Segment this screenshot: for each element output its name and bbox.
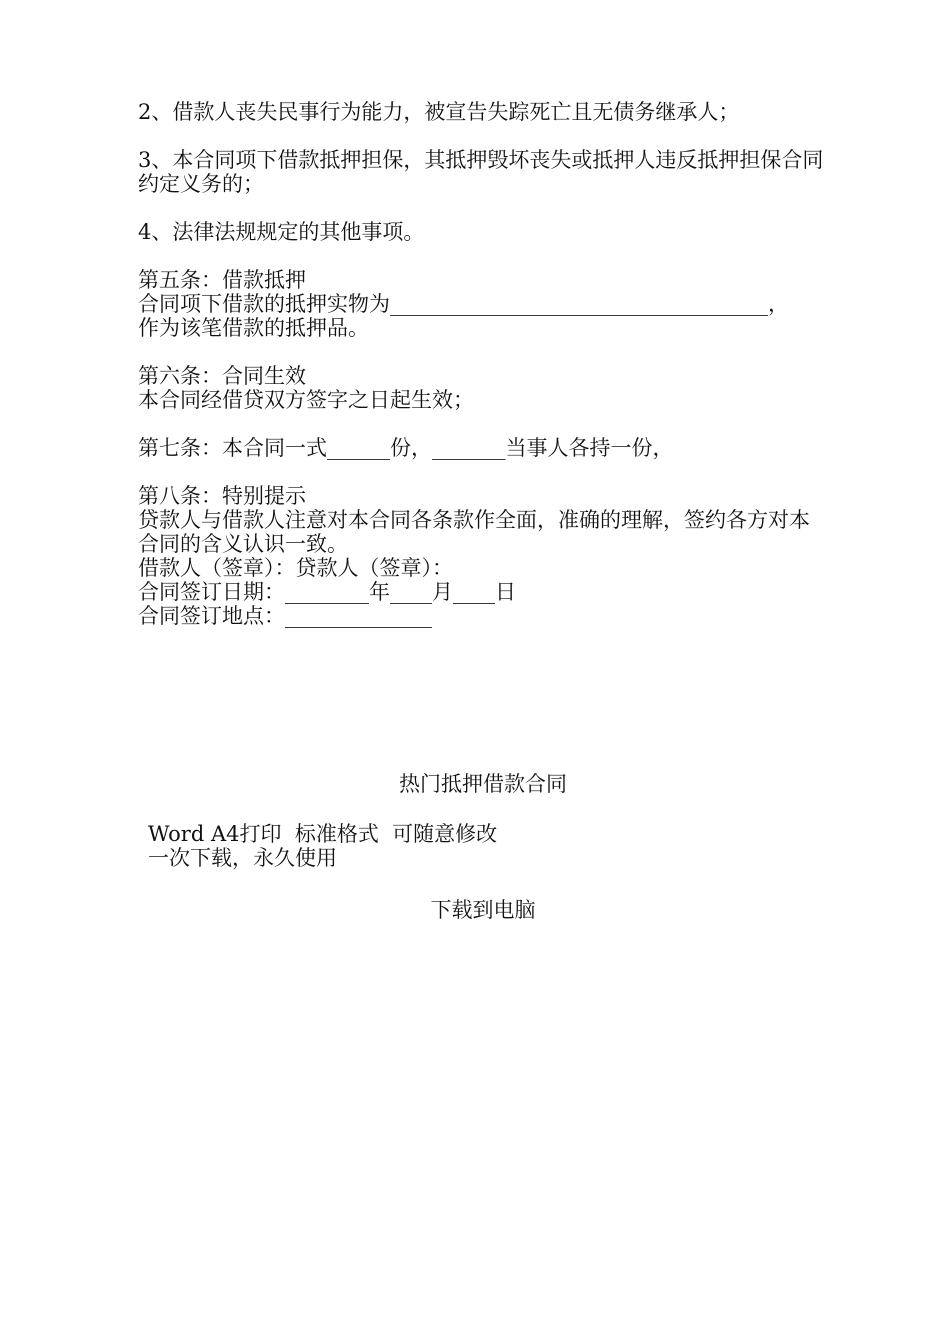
article-7-text: 第七条：本合同一式______份，_______当事人各持一份， bbox=[138, 436, 674, 460]
article-6 bbox=[138, 364, 828, 412]
download-button[interactable]: 下载到电脑 bbox=[430, 898, 536, 922]
clause-2: 2、借款人丧失民事行为能力，被宣告失踪死亡且无债务继承人； bbox=[138, 100, 740, 124]
article-8-line-1: 贷款人与借款人注意对本合同各条款作全面，准确的理解，签约各方对本合同的含义认识一致。 bbox=[138, 508, 810, 556]
article-5 bbox=[138, 268, 828, 340]
promo-features-line-2: 一次下载，永久使用 bbox=[148, 846, 337, 870]
article-6-heading: 第六条：合同生效 bbox=[138, 364, 306, 388]
promo-features bbox=[138, 822, 828, 870]
article-5-heading: 第五条：借款抵押 bbox=[138, 268, 306, 292]
article-8 bbox=[138, 484, 828, 628]
article-5-line-1: 合同项下借款的抵押实物为____________________________________， bbox=[138, 292, 789, 316]
promo-title[interactable]: 热门抵押借款合同 bbox=[399, 772, 567, 796]
promo-section bbox=[138, 772, 828, 922]
article-6-line-1: 本合同经借贷双方签字之日起生效； bbox=[138, 388, 474, 412]
contract-body bbox=[138, 100, 828, 652]
signature-line: 借款人（签章）：贷款人（签章）： bbox=[138, 556, 453, 580]
article-7 bbox=[138, 436, 828, 460]
article-8-heading: 第八条：特别提示 bbox=[138, 484, 306, 508]
article-5-line-2: 作为该笔借款的抵押品。 bbox=[138, 316, 369, 340]
signing-date-line: 合同签订日期：________年____月____日 bbox=[138, 580, 516, 604]
clause-4: 4、法律法规规定的其他事项。 bbox=[138, 220, 425, 244]
signing-place-line: 合同签订地点：______________ bbox=[138, 604, 432, 628]
clause-3: 3、本合同项下借款抵押担保，其抵押毁坏丧失或抵押人违反抵押担保合同约定义务的； bbox=[138, 148, 824, 196]
promo-features-line-1: Word A4打印 标准格式 可随意修改 bbox=[148, 822, 498, 846]
